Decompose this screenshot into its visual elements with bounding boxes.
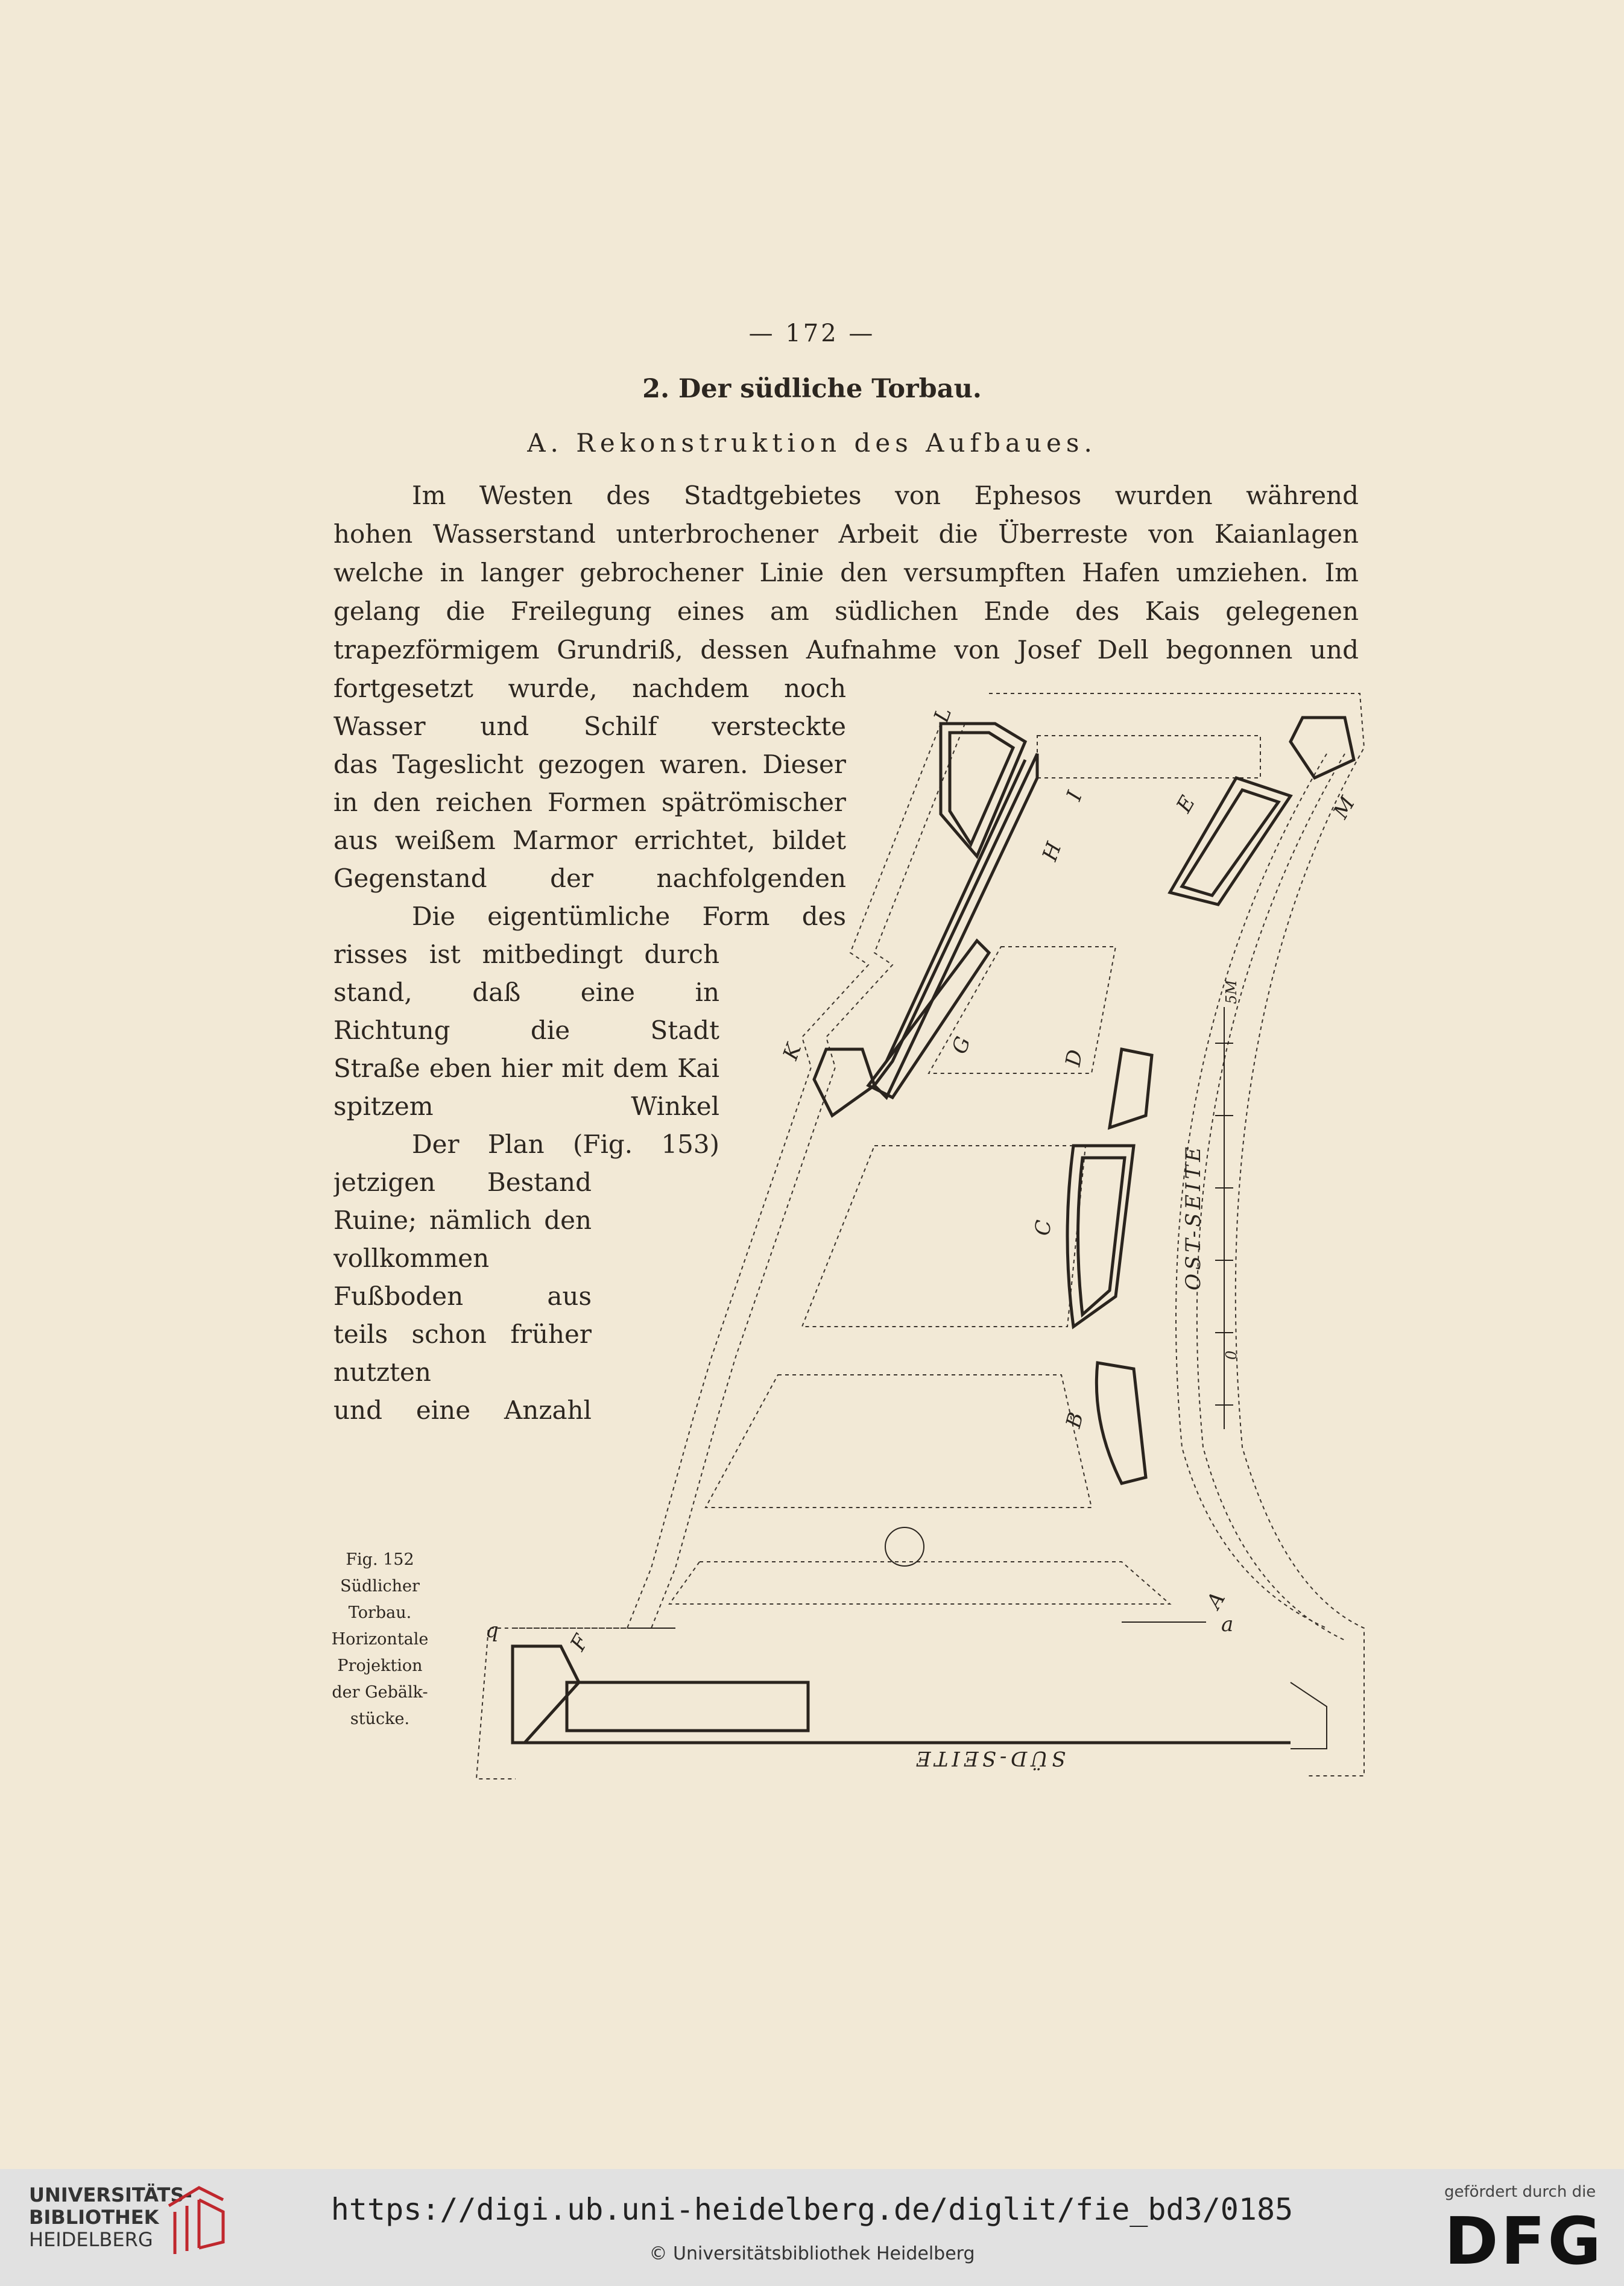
text-line: Die eigentümliche Form des xyxy=(412,901,846,931)
text-line: Wasser und Schilf versteckte xyxy=(333,712,846,741)
text-line: trapezförmigem Grundriß, dessen Aufnahme von Josef Dell begonnen und xyxy=(333,635,1359,665)
text-line: das Tageslicht gezogen waren. Dieser xyxy=(333,750,846,779)
logo-line: BIBLIOTHEK xyxy=(29,2206,159,2229)
plan-drawing xyxy=(464,675,1381,1797)
funded-by-text: gefördert durch die xyxy=(1444,2183,1596,2201)
label-f: F xyxy=(566,1631,594,1655)
label-h: H xyxy=(1037,839,1067,865)
caption-line: Torbau. xyxy=(348,1603,412,1622)
text-line: Richtung die Stadt xyxy=(333,1015,719,1045)
permalink[interactable]: https://digi.ub.uni-heidelberg.de/diglit/fie_bd3/0185 xyxy=(330,2192,1294,2227)
label-a-lower: a xyxy=(1221,1612,1234,1637)
label-i: I xyxy=(1061,788,1088,804)
caption-line: Südlicher xyxy=(340,1577,420,1596)
label-m: M xyxy=(1329,792,1360,823)
copyright-notice: © Universitätsbibliothek Heidelberg xyxy=(649,2243,975,2264)
caption-line: der Gebälk- xyxy=(332,1683,428,1702)
text-line: Ruine; nämlich den xyxy=(333,1205,592,1235)
label-c: C xyxy=(1031,1219,1057,1237)
label-b: B xyxy=(1061,1409,1089,1431)
label-e: E xyxy=(1172,791,1201,817)
fine-lines xyxy=(627,1007,1327,1749)
text-line: Der Plan (Fig. 153) xyxy=(412,1129,719,1159)
paragraph-1 xyxy=(333,476,1359,669)
scale-zero-label: 0 xyxy=(1223,1350,1240,1360)
scale-top-label: 5M xyxy=(1223,980,1240,1004)
label-q: q xyxy=(485,1618,499,1643)
text-line: aus weißem Marmor errichtet, bildet xyxy=(333,826,846,855)
text-line: gelang die Freilegung eines am südlichen Ende des Kais gelegenen xyxy=(333,596,1359,626)
logo-line: HEIDELBERG xyxy=(29,2228,153,2251)
text-line: nutzten xyxy=(333,1357,431,1387)
logo-line: UNIVERSITÄTS- xyxy=(29,2183,192,2206)
ost-seite-label: OST-SEITE xyxy=(1181,1143,1205,1290)
text-line: Fußboden aus xyxy=(333,1281,592,1311)
text-line: fortgesetzt wurde, nachdem noch xyxy=(333,674,846,703)
page-number: — 172 — xyxy=(748,320,876,347)
text-line: Im Westen des Stadtgebietes von Ephesos wurden während xyxy=(412,481,1359,510)
text-line: Straße eben hier mit dem Kai xyxy=(333,1053,719,1083)
text-line: risses ist mitbedingt durch xyxy=(333,939,719,969)
subsection-heading: A. Rekonstruktion des Aufbaues. xyxy=(527,428,1097,458)
caption-line: Projektion xyxy=(337,1656,423,1675)
text-line: in den reichen Formen spätrömischer xyxy=(333,788,846,817)
label-l: L xyxy=(929,704,957,726)
label-a: A xyxy=(1202,1588,1231,1613)
figure-caption xyxy=(320,1547,440,1732)
text-line: vollkommen xyxy=(333,1243,490,1273)
label-k: K xyxy=(778,1040,807,1064)
caption-line: Horizontale xyxy=(331,1630,429,1649)
dfg-logo: DFG xyxy=(1444,2204,1604,2279)
text-line: Gegenstand der nachfolgenden xyxy=(333,864,846,893)
text-line: jetzigen Bestand xyxy=(333,1167,592,1197)
solid-blocks xyxy=(513,718,1354,1743)
label-d: D xyxy=(1061,1047,1088,1069)
text-line: stand, daß eine in xyxy=(333,977,719,1007)
text-line: welche in langer gebrochener Linie den versumpften Hafen umziehen. Im xyxy=(333,558,1359,587)
sud-seite-label: SÜD-SEITE xyxy=(912,1746,1066,1770)
text-line: spitzem Winkel xyxy=(333,1091,719,1121)
caption-line: Fig. 152 xyxy=(346,1550,414,1569)
footer-bar xyxy=(0,2169,1624,2286)
plan-labels xyxy=(485,704,1360,1771)
caption-line: stücke. xyxy=(350,1710,410,1728)
text-line: teils schon früher xyxy=(333,1319,592,1349)
label-g: G xyxy=(947,1033,976,1058)
text-line: und eine Anzahl xyxy=(333,1395,592,1425)
text-line: hohen Wasserstand unterbrochener Arbeit die Überreste von Kaianlagen xyxy=(333,519,1359,549)
section-heading: 2. Der südliche Torbau. xyxy=(642,374,982,404)
